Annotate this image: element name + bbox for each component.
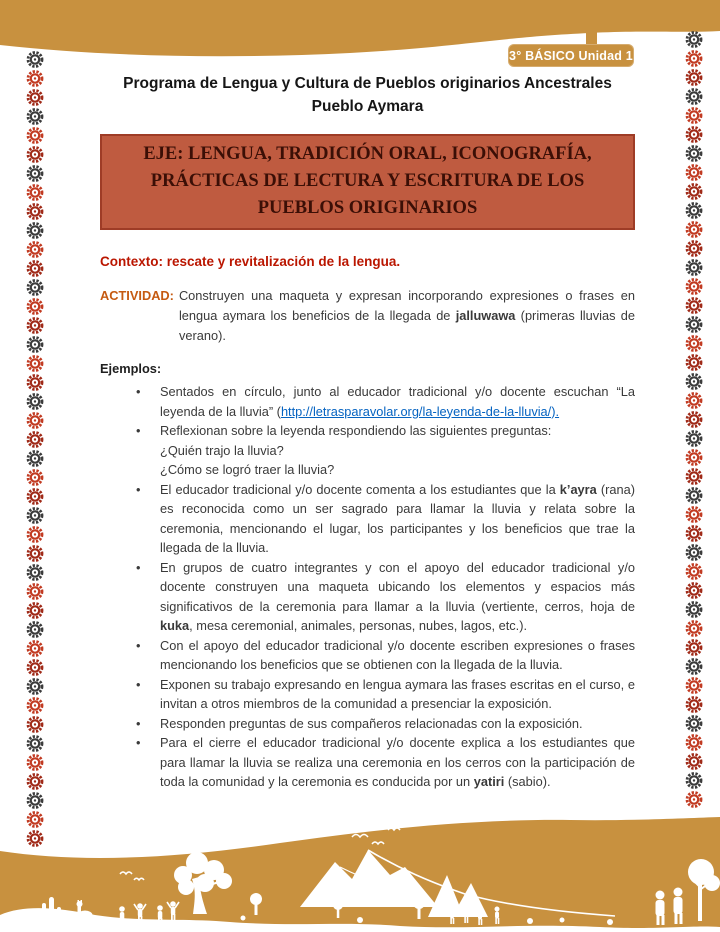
- rosette-icon: [25, 316, 45, 335]
- rosette-icon: [684, 581, 704, 600]
- rosette-icon: [25, 411, 45, 430]
- bullet-text: [160, 382, 635, 421]
- text-run: Con el apoyo del educador tradicional y/o docente escriben expresiones o frases mencionando los beneficios que se obtienen con la llegada de la lluvia.: [160, 637, 635, 672]
- bold-term: k’ayra: [559, 481, 597, 497]
- rosette-icon: [684, 87, 704, 106]
- rosette-icon: [25, 620, 45, 639]
- rosette-icon: [25, 677, 45, 696]
- rosette-icon: [684, 296, 704, 315]
- rosette-icon: [684, 49, 704, 68]
- rosette-icon: [684, 334, 704, 353]
- rosette-icon: [684, 30, 704, 49]
- rosette-icon: [25, 69, 45, 88]
- unit-badge: [508, 44, 634, 67]
- right-rosette-border: [682, 30, 706, 809]
- rosette-icon: [25, 259, 45, 278]
- text-run: El educador tradicional y/o docente comenta a los estudiantes que la: [160, 481, 560, 497]
- actividad-paragraph: [100, 286, 635, 346]
- text-run: (rana) es reconocida como un ser sagrado para llamar la lluvia y relata sobre la ceremonia, mencionando el lugar, los participantes y los beneficios que trae la llegada de la lluvia.: [160, 481, 635, 555]
- title-line-2: Pueblo Aymara: [311, 98, 424, 115]
- rosette-icon: [25, 50, 45, 69]
- bullet-item: [136, 421, 635, 480]
- rosette-icon: [684, 790, 704, 809]
- rosette-icon: [684, 448, 704, 467]
- rosette-icon: [25, 297, 45, 316]
- rosette-icon: [684, 486, 704, 505]
- bullet-item: [136, 714, 635, 734]
- bold-term: kuka: [160, 618, 190, 633]
- text-run: En grupos de cuatro integrantes y con el apoyo del educador tradicional y/o docente construyen una maqueta ubicando los elementos y espacios más significativos de la ceremonia para llamar a la lluvia (vertiente, cerros, hoja de: [160, 559, 635, 614]
- rosette-icon: [25, 240, 45, 259]
- bullet-icon: •: [136, 637, 141, 653]
- title-line-1: Programa de Lengua y Cultura de Pueblos originarios Ancestrales: [123, 75, 612, 92]
- rosette-icon: [684, 714, 704, 733]
- bullet-item: [136, 675, 635, 714]
- rosette-icon: [25, 772, 45, 791]
- rosette-icon: [684, 410, 704, 429]
- rosette-icon: [684, 182, 704, 201]
- rosette-icon: [25, 354, 45, 373]
- unit-badge-label: 3° BÁSICO Unidad 1: [509, 48, 633, 63]
- rosette-icon: [684, 505, 704, 524]
- bullet-icon: •: [136, 735, 141, 750]
- rosette-icon: [684, 467, 704, 486]
- bold-term: jalluwawa: [455, 308, 516, 323]
- rosette-icon: [25, 696, 45, 715]
- bullet-text: [160, 714, 635, 734]
- rosette-icon: [25, 392, 45, 411]
- footer-illustration: [0, 817, 720, 932]
- rosette-icon: [684, 163, 704, 182]
- bullet-icon: •: [136, 423, 141, 438]
- ejemplos-label: Ejemplos:: [100, 361, 162, 376]
- rosette-icon: [684, 733, 704, 752]
- rosette-icon: [684, 429, 704, 448]
- rosette-icon: [25, 734, 45, 753]
- rosette-icon: [684, 619, 704, 638]
- bullet-item: [136, 558, 635, 636]
- document-title: [100, 72, 635, 118]
- rosette-icon: [25, 791, 45, 810]
- text-run: (primeras lluvias de verano).: [178, 308, 636, 343]
- actividad-text: [179, 286, 635, 346]
- bullet-text: [160, 558, 635, 636]
- rosette-icon: [684, 657, 704, 676]
- eje-heading-box: [100, 134, 635, 230]
- rosette-icon: [684, 543, 704, 562]
- page-content: [100, 72, 635, 792]
- bullet-icon: •: [136, 715, 141, 731]
- actividad-label: ACTIVIDAD:: [100, 288, 174, 303]
- rosette-icon: [25, 221, 45, 240]
- rosette-icon: [25, 107, 45, 126]
- bold-term: yatiri: [473, 774, 505, 789]
- bullet-text: [160, 421, 635, 480]
- rosette-icon: [684, 676, 704, 695]
- text-run: Exponen su trabajo expresando en lengua aymara las frases escritas en el curso, e invitan a otros miembros de la comunidad a presenciar la exposición.: [160, 676, 635, 711]
- rosette-icon: [25, 88, 45, 107]
- contexto-line: Contexto: rescate y revitalización de la lengua.: [100, 254, 401, 269]
- rosette-icon: [25, 373, 45, 392]
- rosette-icon: [25, 715, 45, 734]
- rosette-icon: [25, 658, 45, 677]
- rosette-icon: [25, 544, 45, 563]
- bullet-text: [160, 480, 635, 558]
- rosette-icon: [684, 695, 704, 714]
- rosette-icon: [25, 335, 45, 354]
- rosette-icon: [25, 449, 45, 468]
- rosette-icon: [25, 753, 45, 772]
- rosette-icon: [25, 525, 45, 544]
- bullet-item: [136, 636, 635, 675]
- rosette-icon: [25, 601, 45, 620]
- rosette-icon: [684, 239, 704, 258]
- rosette-icon: [25, 126, 45, 145]
- rosette-icon: [684, 68, 704, 87]
- rosette-icon: [25, 164, 45, 183]
- bullet-item: [136, 480, 635, 558]
- rosette-icon: [684, 771, 704, 790]
- rosette-icon: [25, 278, 45, 297]
- rosette-icon: [684, 125, 704, 144]
- bullet-icon: •: [136, 481, 141, 497]
- text-run: Construyen una maqueta y expresan incorporando expresiones o frases en lengua aymara los beneficios de la llegada de: [178, 288, 635, 323]
- bullet-icon: •: [136, 384, 141, 399]
- bullet-text: [160, 675, 635, 714]
- rosette-icon: [25, 487, 45, 506]
- eje-heading-text: EJE: LENGUA, TRADICIÓN ORAL, ICONOGRAFÍA, PRÁCTICAS DE LECTURA Y ESCRITURA DE LOS PUEBLOS ORIGINARIOS: [143, 144, 592, 218]
- rosette-icon: [684, 372, 704, 391]
- rosette-icon: [684, 106, 704, 125]
- left-rosette-border: [23, 50, 47, 848]
- rosette-icon: [25, 582, 45, 601]
- rosette-icon: [25, 145, 45, 164]
- text-run: Responden preguntas de sus compañeros relacionadas con la exposición.: [160, 715, 583, 731]
- bullet-text: [160, 733, 635, 792]
- rosette-icon: [684, 600, 704, 619]
- rosette-icon: [684, 201, 704, 220]
- ejemplos-bullet-list: [100, 382, 635, 792]
- text-run: , mesa ceremonial, animales, personas, nubes, lagos, etc.).: [189, 618, 528, 633]
- rosette-icon: [25, 183, 45, 202]
- rosette-icon: [684, 258, 704, 277]
- rosette-icon: [684, 220, 704, 239]
- rosette-icon: [684, 752, 704, 771]
- text-run: ¿Quién trajo la lluvia?: [160, 442, 284, 458]
- rosette-icon: [684, 277, 704, 296]
- rosette-icon: [684, 315, 704, 334]
- rosette-icon: [25, 639, 45, 658]
- rosette-icon: [25, 468, 45, 487]
- rosette-icon: [684, 144, 704, 163]
- bullet-item: [136, 382, 635, 421]
- rosette-icon: [684, 562, 704, 581]
- hyperlink[interactable]: http://letrasparavolar.org/la-leyenda-de-la-lluvia/).: [280, 403, 560, 419]
- rosette-icon: [684, 353, 704, 372]
- rosette-icon: [25, 430, 45, 449]
- rosette-icon: [684, 391, 704, 410]
- rosette-icon: [25, 506, 45, 525]
- rosette-icon: [25, 563, 45, 582]
- rosette-icon: [25, 202, 45, 221]
- text-run: Reflexionan sobre la leyenda respondiendo las siguientes preguntas:: [160, 423, 552, 438]
- text-run: ¿Cómo se logró traer la lluvia?: [160, 462, 335, 477]
- bullet-text: [160, 636, 635, 675]
- text-run: Sentados en círculo, junto al educador tradicional y/o docente escuchan “La leyenda de la lluvia” (: [160, 384, 635, 419]
- bullet-icon: •: [136, 559, 141, 575]
- bullet-icon: •: [136, 676, 141, 692]
- bullet-item: [136, 733, 635, 792]
- text-run: Para el cierre el educador tradicional y/o docente explica a los estudiantes que para llamar la lluvia se realiza una ceremonia en los cerros con la participación de toda la comunidad y la ceremonia es conducida por un: [160, 735, 635, 789]
- rosette-icon: [684, 638, 704, 657]
- text-run: (sabio).: [504, 774, 551, 789]
- rosette-icon: [684, 524, 704, 543]
